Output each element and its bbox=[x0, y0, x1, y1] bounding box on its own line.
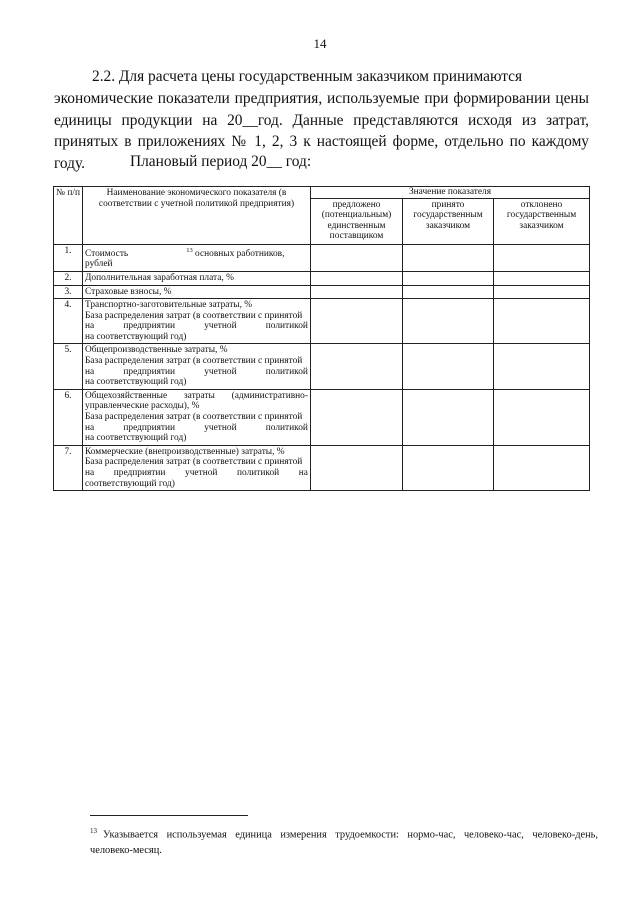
word: учетной bbox=[204, 366, 237, 377]
table-row bbox=[54, 285, 590, 299]
cell-proposed[interactable] bbox=[311, 445, 403, 490]
header-accepted: принято государственным заказчиком bbox=[403, 198, 494, 244]
cell-proposed[interactable] bbox=[311, 299, 403, 344]
indicators-table bbox=[53, 186, 590, 491]
header-num: № п/п bbox=[54, 187, 83, 245]
row-base-end: на соответствующий год) bbox=[85, 377, 187, 388]
cell-rejected[interactable] bbox=[494, 445, 590, 490]
word: политикой bbox=[265, 422, 308, 433]
cell-accepted[interactable] bbox=[403, 445, 494, 490]
row-base-justified bbox=[85, 468, 308, 479]
word: предприятии bbox=[123, 321, 176, 332]
paragraph-rest: экономические показатели предприятия, используемые при формировании цены единицы продукции на 20__год. Данные представляются исходя из затрат, принятых в приложениях № 1, 2, 3 к настоящей форме, отдельно по каждому году. bbox=[54, 89, 589, 173]
row-num: 7. bbox=[54, 445, 83, 490]
page-number: 14 bbox=[313, 36, 327, 51]
header-value-group: Значение показателя bbox=[311, 187, 590, 199]
footnote-separator bbox=[90, 815, 248, 816]
word: (административно- bbox=[231, 390, 308, 401]
footnote-ref: 13 bbox=[186, 246, 193, 254]
row-name-part: Стоимость bbox=[85, 248, 129, 259]
cell-proposed[interactable] bbox=[311, 344, 403, 389]
row-base-end: на соответствующий год) bbox=[85, 331, 187, 342]
paragraph-line-1: 2.2. Для расчета цены государственным заказчиком принимаются bbox=[92, 68, 523, 85]
word: учетной bbox=[204, 321, 237, 332]
word: политикой bbox=[265, 366, 308, 377]
row-name bbox=[83, 244, 311, 271]
row-base-justified bbox=[85, 321, 308, 332]
word: политикой bbox=[265, 321, 308, 332]
row-base-line: База распределения затрат (в соответствии с принятой bbox=[85, 457, 303, 468]
cell-rejected[interactable] bbox=[494, 244, 590, 271]
row-name bbox=[83, 445, 311, 490]
table-row bbox=[54, 445, 590, 490]
row-name-title: Общепроизводственные затраты, % bbox=[85, 345, 228, 356]
cell-rejected[interactable] bbox=[494, 299, 590, 344]
cell-accepted[interactable] bbox=[403, 344, 494, 389]
row-name-title: Коммерческие (внепроизводственные) затраты, % bbox=[85, 446, 285, 457]
footnote-text: Указывается используемая единица измерения трудоемкости: нормо-час, человеко-час, человеко-день, человеко-месяц. bbox=[90, 829, 598, 857]
header-indicator-name: Наименование экономического показателя (в соответствии с учетной политикой предприятия) bbox=[83, 187, 311, 245]
planning-period-label: Плановый период 20__ год: bbox=[130, 153, 312, 170]
footnote bbox=[90, 823, 598, 859]
cell-rejected[interactable] bbox=[494, 285, 590, 299]
cell-proposed[interactable] bbox=[311, 389, 403, 445]
row-name-title: Транспортно-заготовительные затраты, % bbox=[85, 300, 253, 311]
cell-accepted[interactable] bbox=[403, 389, 494, 445]
cell-accepted[interactable] bbox=[403, 299, 494, 344]
cell-accepted[interactable] bbox=[403, 244, 494, 271]
row-num: 2. bbox=[54, 271, 83, 285]
row-name: Дополнительная заработная плата, % bbox=[83, 271, 311, 285]
cell-proposed[interactable] bbox=[311, 285, 403, 299]
cell-rejected[interactable] bbox=[494, 344, 590, 389]
table-header-row bbox=[54, 187, 590, 199]
row-name bbox=[83, 299, 311, 344]
row-base-end: на соответствующий год) bbox=[85, 433, 187, 444]
row-base-line: База распределения затрат (в соответствии с принятой bbox=[85, 356, 303, 367]
word: на bbox=[85, 321, 95, 332]
row-num: 3. bbox=[54, 285, 83, 299]
word: учетной bbox=[185, 468, 218, 478]
cell-proposed[interactable] bbox=[311, 244, 403, 271]
table-row bbox=[54, 389, 590, 445]
cell-accepted[interactable] bbox=[403, 285, 494, 299]
header-proposed: предложено (потенциальным) единственным поставщиком bbox=[311, 198, 403, 244]
row-base-justified bbox=[85, 423, 308, 434]
table-row bbox=[54, 299, 590, 344]
row-name: Страховые взносы, % bbox=[83, 285, 311, 299]
footnote-mark: 13 bbox=[90, 827, 97, 835]
row-base-line: База распределения затрат (в соответствии с принятой bbox=[85, 310, 303, 321]
word: на bbox=[298, 468, 308, 478]
word: предприятии bbox=[123, 366, 176, 377]
row-base-justified bbox=[85, 367, 308, 378]
word: на bbox=[85, 468, 95, 478]
row-num: 5. bbox=[54, 344, 83, 389]
row-base-end: соответствующий год) bbox=[85, 478, 175, 489]
word: на bbox=[85, 366, 95, 377]
word: политикой bbox=[237, 468, 280, 478]
word: Общехозяйственные bbox=[85, 390, 168, 401]
row-name-cont: управленческие расходы), % bbox=[85, 401, 200, 412]
word: предприятии bbox=[123, 422, 176, 433]
row-base-line: База распределения затрат (в соответствии с принятой bbox=[85, 412, 303, 423]
table-row bbox=[54, 244, 590, 271]
table-row bbox=[54, 271, 590, 285]
row-num: 6. bbox=[54, 389, 83, 445]
row-name bbox=[83, 389, 311, 445]
word: учетной bbox=[204, 422, 237, 433]
word: предприятии bbox=[113, 468, 166, 478]
row-name bbox=[83, 344, 311, 389]
header-rejected: отклонено государственным заказчиком bbox=[494, 198, 590, 244]
cell-accepted[interactable] bbox=[403, 271, 494, 285]
word: затраты bbox=[183, 390, 215, 401]
row-name-justified bbox=[85, 391, 308, 402]
cell-rejected[interactable] bbox=[494, 389, 590, 445]
word: на bbox=[85, 422, 95, 433]
row-num: 4. bbox=[54, 299, 83, 344]
cell-rejected[interactable] bbox=[494, 271, 590, 285]
cell-proposed[interactable] bbox=[311, 271, 403, 285]
table-row bbox=[54, 344, 590, 389]
row-name-part: основных работников, рублей bbox=[85, 248, 285, 270]
row-num: 1. bbox=[54, 244, 83, 271]
